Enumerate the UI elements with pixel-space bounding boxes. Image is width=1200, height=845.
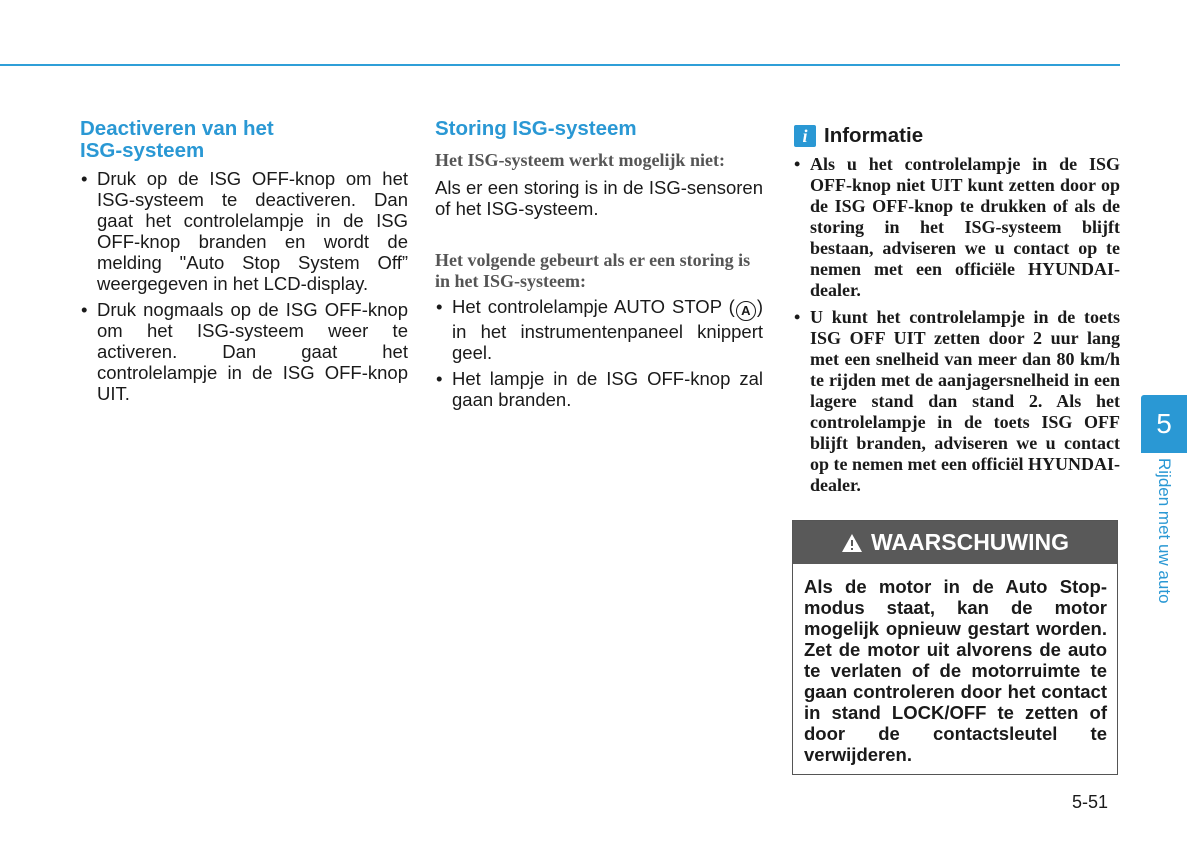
info-list xyxy=(792,154,1120,496)
info-section xyxy=(792,118,1120,502)
info-header xyxy=(794,124,1120,148)
auto-stop-text-after: ) in het instrumentenpaneel knippert geel. xyxy=(452,296,763,363)
column-deactivate xyxy=(80,118,408,409)
warning-text: Als de motor in de Auto Stop-modus staat, kan de motor mogelijk opnieuw gestart worden. Zet de motor uit alvorens de auto te verlaten of de motorruimte te gaan controleren door het contact in stand LOCK/OFF te zetten of door de contactsleutel te verwijderen. xyxy=(804,576,1107,765)
list-item: • Het lampje in de ISG OFF-knop zal gaan branden. xyxy=(435,368,763,410)
heading-line-2: ISG-systeem xyxy=(80,139,205,162)
heading-line-1: Deactiveren van het xyxy=(80,117,274,140)
list-item: • U kunt het controlelampje in de toets ISG OFF UIT zetten door 2 uur lang met een snelheid van meer dan 80 km/h te rijden met de aanjagersnelheid in een lagere stand dan stand 2. Als het controlelampje in de toets ISG OFF blijft branden, adviseren we u contact op te nemen met een officiël HYUNDAI-dealer. xyxy=(792,307,1120,496)
list-item: • Druk nogmaals op de ISG OFF-knop om het ISG-systeem weer te activeren. Dan gaat het controlelampje in de ISG OFF-knop UIT. xyxy=(80,299,408,404)
paragraph-sensors: Als er een storing is in de ISG-sensoren of het ISG-systeem. xyxy=(435,177,763,219)
top-rule xyxy=(0,64,1120,66)
info-title: Informatie xyxy=(824,124,924,147)
list-item: • Als u het controlelampje in de ISG OFF-knop niet UIT kunt zetten door op de ISG OFF-knop te drukken of als de storing in het ISG-systeem blijft bestaan, adviseren we u contact op te nemen met een officiële HYUNDAI-dealer. xyxy=(792,154,1120,301)
page-number: 5-51 xyxy=(1072,792,1109,812)
section-heading-malfunction: Storing ISG-systeem xyxy=(435,117,637,140)
chapter-tab: 5 xyxy=(1141,395,1187,453)
list-item: • Druk op de ISG OFF-knop om het ISG-systeem te deactiveren. Dan gaat het controlelampje in de ISG OFF-knop branden en wordt de melding "Auto Stop System Off” weergegeven in het LCD-display. xyxy=(80,168,408,294)
list-item xyxy=(435,296,763,363)
warning-header xyxy=(793,521,1117,564)
subheading-may-not-work: Het ISG-systeem werkt mogelijk niet: xyxy=(435,150,725,170)
section-heading-deactivate xyxy=(80,118,408,162)
chapter-title: Rijden met uw auto xyxy=(1155,458,1174,604)
warning-title: WAARSCHUWING xyxy=(870,529,1070,555)
auto-stop-text-before: Het controlelampje AUTO STOP ( xyxy=(452,296,735,317)
warning-triangle-icon xyxy=(841,533,863,553)
deactivate-list xyxy=(80,168,408,404)
malfunction-list xyxy=(435,296,763,410)
auto-stop-icon: A xyxy=(736,301,756,321)
column-malfunction xyxy=(435,118,763,415)
subheading-on-malfunction: Het volgende gebeurt als er een storing is in het ISG-systeem: xyxy=(435,250,751,291)
warning-box xyxy=(792,520,1118,775)
info-icon: i xyxy=(794,125,816,147)
